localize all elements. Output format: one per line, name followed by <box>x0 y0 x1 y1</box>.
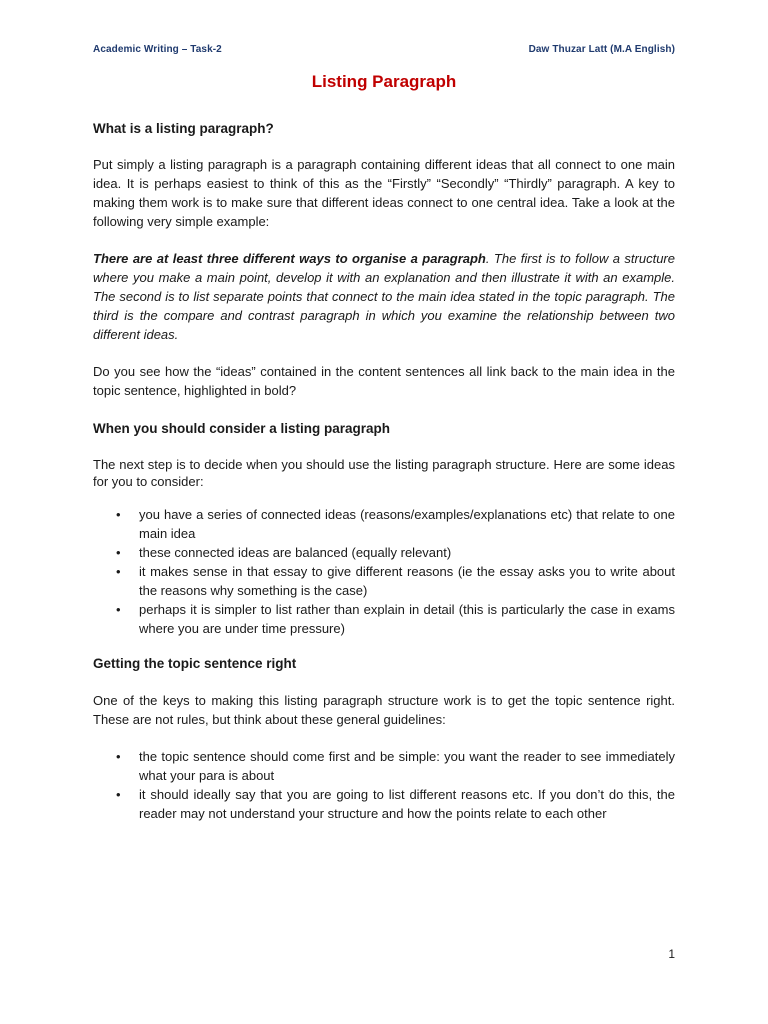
bullet-icon: • <box>116 564 121 579</box>
example-content-sentences: . The first is to follow a structure where you make a main point, develop it with an explanation and then illustrate it with an example. The second is to list separate points that connect to the main idea stated in the topic paragraph. The third is the compare and contrast paragraph in which you examine the relationship between two different ideas. <box>93 251 675 342</box>
bullet-icon: • <box>116 749 121 764</box>
bullet-icon: • <box>116 545 121 560</box>
list-item <box>93 747 675 785</box>
list-item-text: perhaps it is simpler to list rather than explain in detail (this is particularly the case in exams where you are under time pressure) <box>139 602 675 636</box>
list-item <box>93 505 675 543</box>
bullet-icon: • <box>116 602 121 617</box>
section-heading-when: When you should consider a listing paragraph <box>93 421 391 436</box>
list-item-text: you have a series of connected ideas (reasons/examples/explanations etc) that relate to one main idea <box>139 507 675 541</box>
question-paragraph: Do you see how the “ideas” contained in the content sentences all link back to the main idea in the topic sentence, highlighted in bold? <box>93 364 675 398</box>
bullet-icon: • <box>116 507 121 522</box>
document-title: Listing Paragraph <box>311 72 457 91</box>
example-topic-sentence: There are at least three different ways to organise a paragraph <box>93 251 486 266</box>
bullet-icon: • <box>116 787 121 802</box>
intro-paragraph: Put simply a listing paragraph is a paragraph containing different ideas that all connect to one main idea. It is perhaps easiest to think of this as the “Firstly” “Secondly” “Thirdly” paragraph. A key to making them work is to make sure that different ideas connect to one central idea. Take a look at the following very simple example: <box>93 157 675 229</box>
list-item-text: these connected ideas are balanced (equally relevant) <box>139 545 452 560</box>
list-item <box>93 562 675 600</box>
page-number: 1 <box>668 947 675 961</box>
list-item-text: it makes sense in that essay to give different reasons (ie the essay asks you to write about the reasons why something is the case) <box>139 564 675 598</box>
list-item-text: the topic sentence should come first and be simple: you want the reader to see immediately what your para is about <box>139 749 675 783</box>
topic-intro-paragraph: One of the keys to making this listing paragraph structure work is to get the topic sentence right. These are not rules, but think about these general guidelines: <box>93 693 675 727</box>
example-paragraph <box>93 249 675 344</box>
section-heading-topic-sentence: Getting the topic sentence right <box>93 656 297 671</box>
header-author: Daw Thuzar Latt (M.A English) <box>528 44 675 55</box>
topic-bullet-list <box>93 747 675 823</box>
list-item <box>93 785 675 823</box>
list-item-text: it should ideally say that you are going to list different reasons etc. If you don’t do this, the reader may not understand your structure and how the points relate to each other <box>139 787 675 821</box>
when-bullet-list <box>93 505 675 638</box>
list-item <box>93 543 675 562</box>
header-course-title: Academic Writing – Task-2 <box>93 44 222 55</box>
section-heading-what-is: What is a listing paragraph? <box>93 121 274 136</box>
when-intro-paragraph: The next step is to decide when you should use the listing paragraph structure. Here are some ideas for you to consider: <box>93 457 675 489</box>
list-item <box>93 600 675 638</box>
